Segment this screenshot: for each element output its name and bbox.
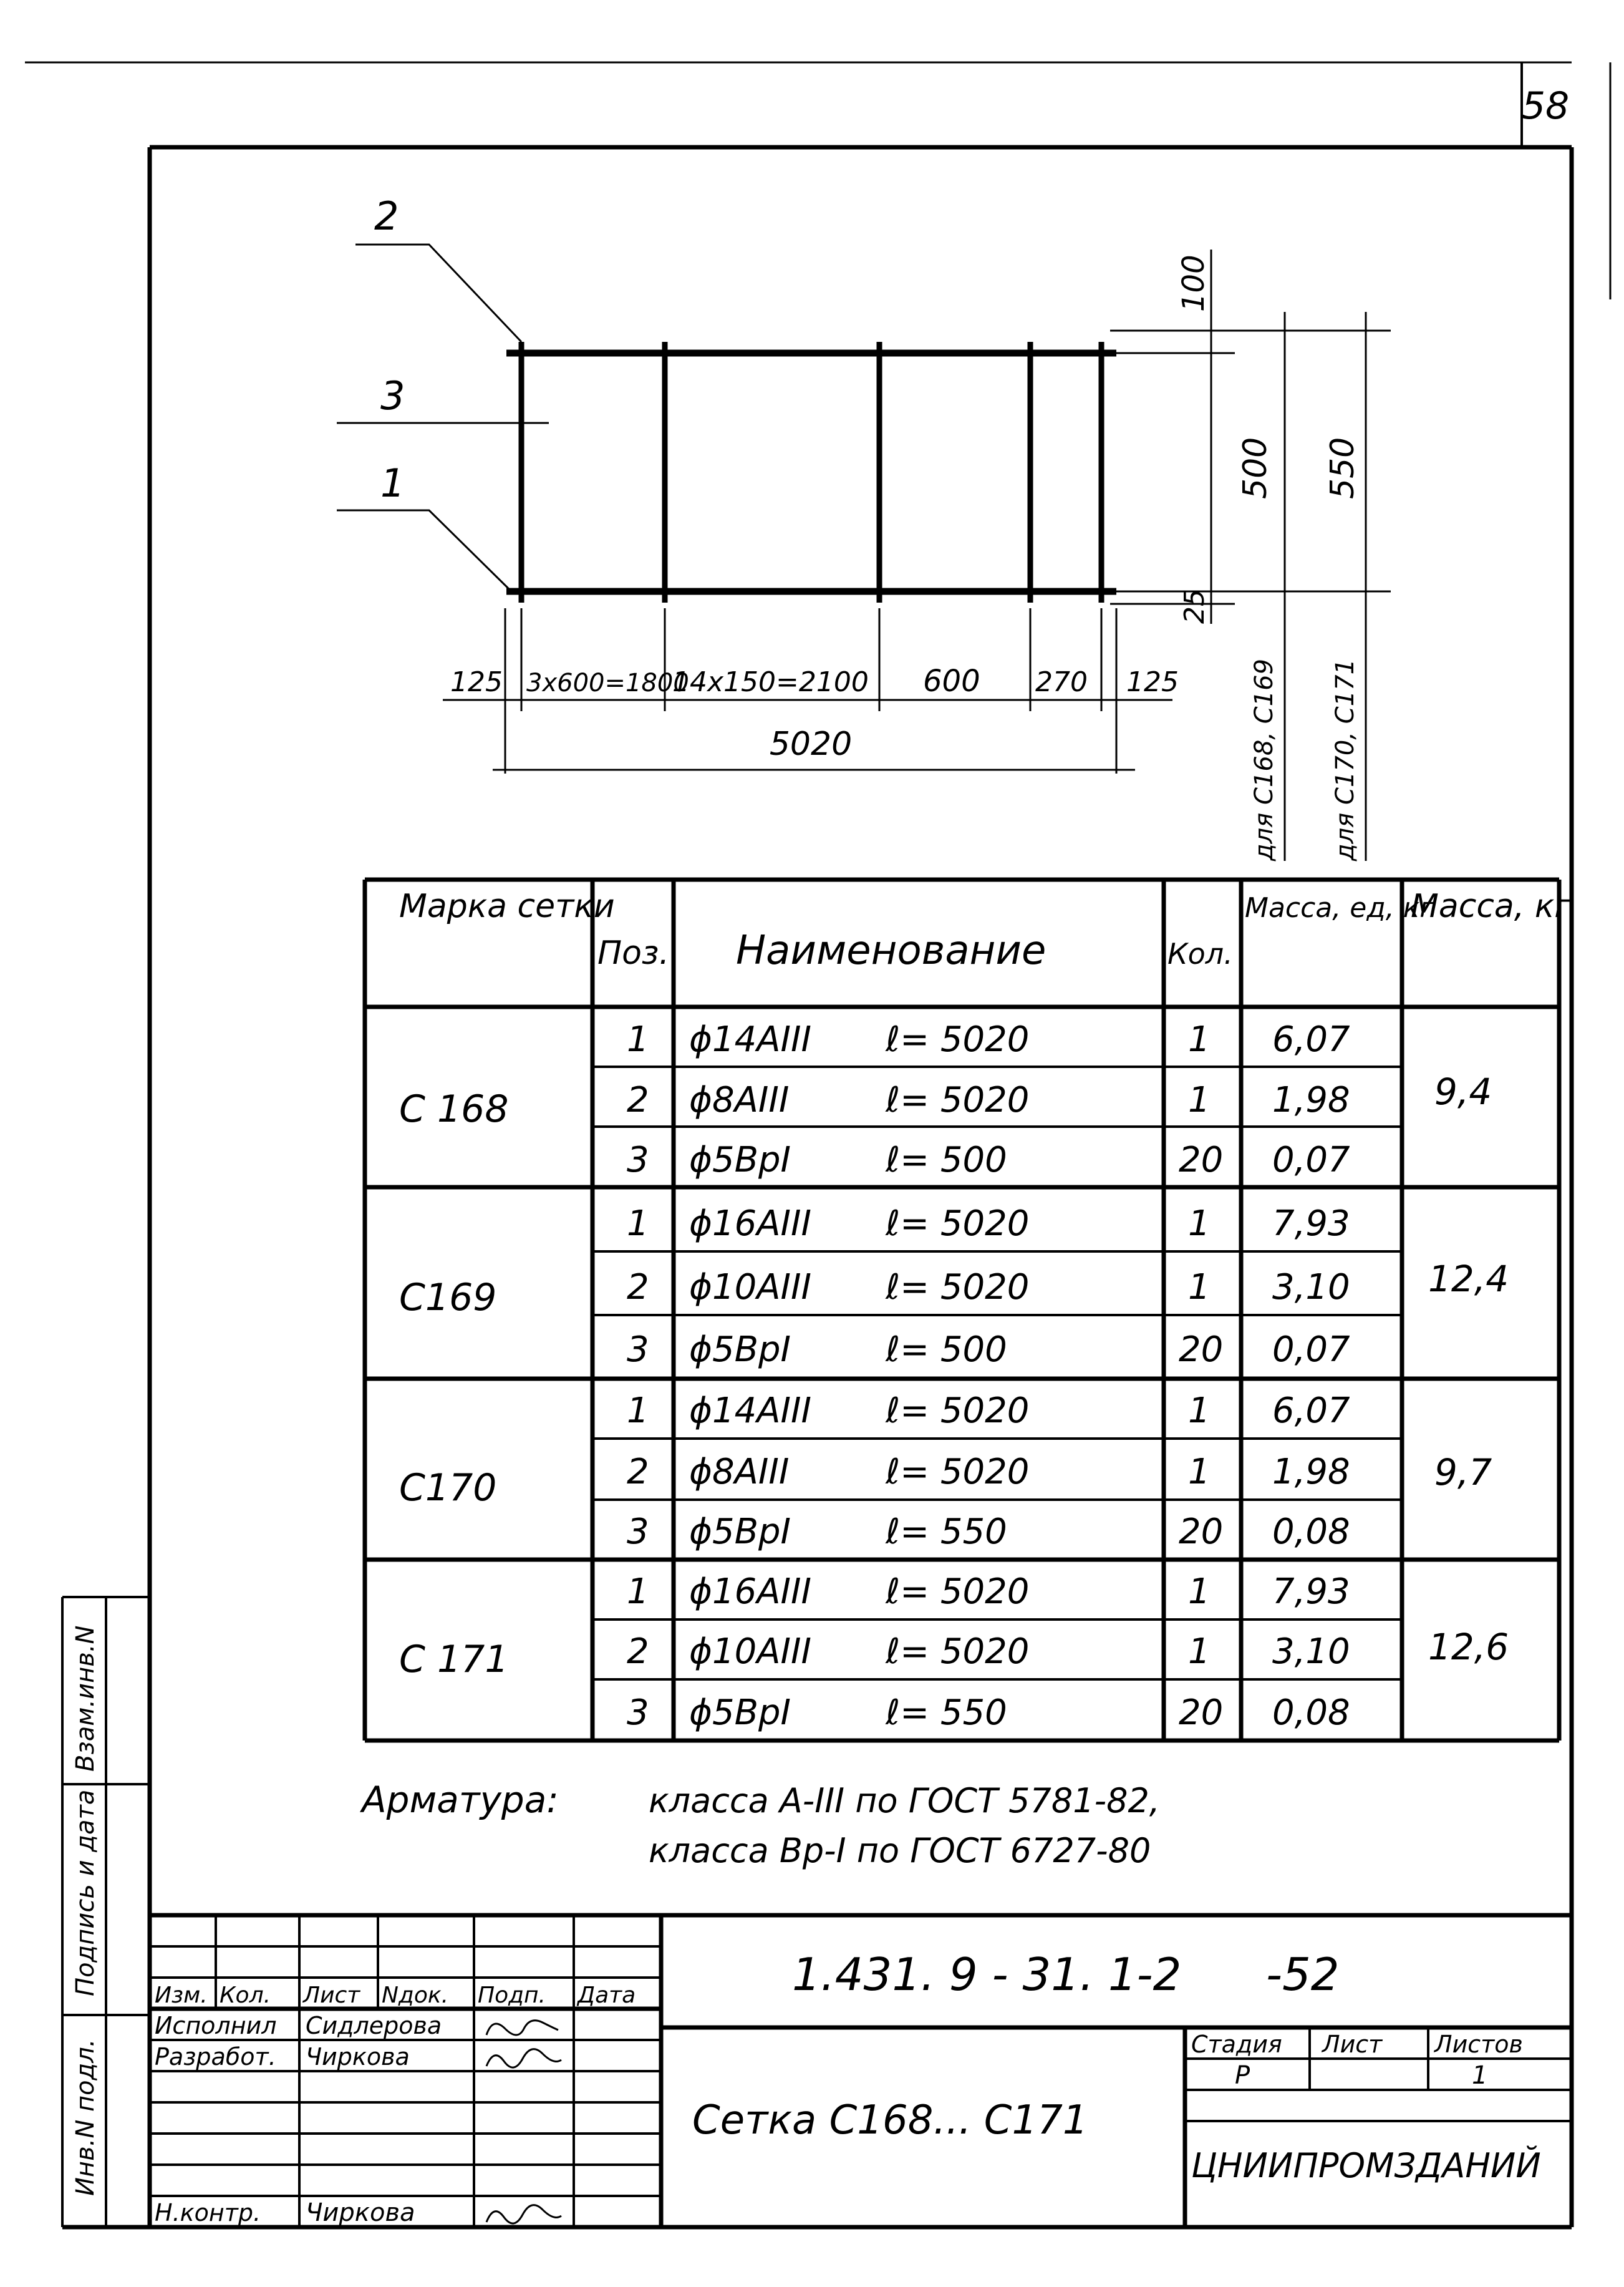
table-cell: 0,07 bbox=[1272, 1140, 1350, 1180]
table-cell: ℓ= 5020 bbox=[886, 1571, 1030, 1612]
drawing-code: 1.431. 9 - 31. 1-2 bbox=[792, 1948, 1182, 2001]
header-mass-unit: Масса, ед, кг bbox=[1245, 892, 1434, 924]
mesh-drawing bbox=[337, 193, 1391, 862]
stamp-inv-podl: Инв.N подл. bbox=[71, 2039, 100, 2196]
header-mass-total: Масса, кг bbox=[1411, 888, 1572, 925]
sheets-value: 1 bbox=[1472, 2061, 1488, 2090]
table-cell: 3,10 bbox=[1272, 1267, 1350, 1308]
table-cell: ϕ5ВрI bbox=[689, 1692, 791, 1733]
mass-total-c169: 12,4 bbox=[1428, 1258, 1509, 1300]
table-cell: ϕ5ВрI bbox=[689, 1140, 791, 1180]
name-nkontr: Чиркова bbox=[306, 2198, 415, 2227]
name-ispolnil: Сидлерова bbox=[306, 2012, 442, 2039]
pos-label-2: 2 bbox=[374, 193, 399, 239]
mark-c171: С 171 bbox=[399, 1638, 509, 1681]
table-cell: ℓ= 5020 bbox=[886, 1019, 1030, 1060]
table-cell: ℓ= 5020 bbox=[886, 1391, 1030, 1431]
dim-550: 550 bbox=[1324, 437, 1361, 499]
table-cell: 1 bbox=[627, 1571, 649, 1612]
table-cell: ϕ5ВрI bbox=[689, 1512, 791, 1552]
table-cell: ϕ8АIII bbox=[689, 1452, 790, 1492]
role-ispolnil: Исполнил bbox=[155, 2012, 277, 2039]
leader-pos2 bbox=[355, 245, 521, 342]
table-cell: ℓ= 550 bbox=[886, 1512, 1007, 1552]
table-cell: 3,10 bbox=[1272, 1631, 1350, 1672]
table-cell: ϕ10АIII bbox=[689, 1631, 812, 1672]
table-cell: 20 bbox=[1179, 1329, 1224, 1370]
stage-value: Р bbox=[1235, 2061, 1250, 2090]
dim-3x600: 3x600=1800 bbox=[526, 669, 689, 697]
dim-total: 5020 bbox=[769, 726, 853, 763]
table-cell: 3 bbox=[627, 1329, 649, 1370]
pos-label-3: 3 bbox=[380, 373, 405, 419]
role-razrabot: Разработ. bbox=[155, 2043, 276, 2071]
col-header-list: Лист bbox=[303, 1983, 360, 2008]
table-cell: ℓ= 5020 bbox=[886, 1267, 1030, 1308]
header-pos: Поз. bbox=[597, 935, 670, 972]
table-cell: ϕ14АIII bbox=[689, 1391, 812, 1431]
reinforcement-notes bbox=[359, 1779, 1160, 1870]
sheet-number: 58 bbox=[1521, 84, 1570, 128]
mass-total-c168: 9,4 bbox=[1434, 1071, 1492, 1113]
table-cell: ℓ= 500 bbox=[886, 1329, 1007, 1370]
note-c168-c169: для С168, С169 bbox=[1250, 659, 1278, 861]
dim-14x150: 14x150=2100 bbox=[672, 666, 869, 698]
name-razrabot: Чиркова bbox=[306, 2043, 410, 2071]
table-cell: 1 bbox=[1188, 1452, 1211, 1492]
signature-3 bbox=[486, 2205, 561, 2223]
dim-500: 500 bbox=[1237, 437, 1274, 499]
table-cell: 3 bbox=[627, 1512, 649, 1552]
table-cell: 1 bbox=[1188, 1631, 1211, 1672]
mass-total-c170: 9,7 bbox=[1434, 1451, 1492, 1493]
table-cell: 1 bbox=[1188, 1267, 1211, 1308]
table-cell: 1 bbox=[1188, 1203, 1211, 1244]
table-cell: 2 bbox=[627, 1631, 649, 1672]
dim-100: 100 bbox=[1176, 255, 1211, 312]
table-cell: 1 bbox=[627, 1203, 649, 1244]
table-cell: 7,93 bbox=[1272, 1203, 1350, 1244]
drawing-sheet-code: -52 bbox=[1266, 1948, 1340, 2001]
table-cell: ϕ8АIII bbox=[689, 1080, 790, 1120]
table-cell: 1,98 bbox=[1272, 1452, 1350, 1492]
stage-label: Стадия bbox=[1191, 2031, 1282, 2058]
mark-c169: С169 bbox=[399, 1276, 497, 1319]
table-cell: ℓ= 550 bbox=[886, 1692, 1007, 1733]
spec-table bbox=[365, 880, 1572, 1741]
table-cell: 7,93 bbox=[1272, 1571, 1350, 1612]
role-nkontr: Н.контр. bbox=[155, 2199, 261, 2226]
header-qty: Кол. bbox=[1167, 937, 1233, 971]
table-cell: ℓ= 5020 bbox=[886, 1631, 1030, 1672]
table-cell: 0,08 bbox=[1272, 1692, 1350, 1733]
signature-2 bbox=[486, 2049, 561, 2067]
organization: ЦНИИПРОМЗДАНИЙ bbox=[1191, 2146, 1541, 2185]
dim-600: 600 bbox=[923, 664, 980, 699]
side-stamp bbox=[62, 1597, 150, 2227]
sheet-label: Лист bbox=[1322, 2031, 1383, 2058]
table-cell: ϕ16АIII bbox=[689, 1571, 812, 1612]
notes-line-2: класса Вр-I по ГОСТ 6727-80 bbox=[649, 1831, 1151, 1870]
stamp-vzam: Взам.инв.N bbox=[71, 1625, 100, 1772]
col-header-data: Дата bbox=[578, 1983, 636, 2008]
table-cell: 1 bbox=[1188, 1080, 1211, 1120]
table-cell: ℓ= 5020 bbox=[886, 1452, 1030, 1492]
header-name: Наименование bbox=[736, 928, 1046, 974]
table-cell: ℓ= 5020 bbox=[886, 1203, 1030, 1244]
table-cell: ϕ14АIII bbox=[689, 1019, 812, 1060]
table-cell: 0,07 bbox=[1272, 1329, 1350, 1370]
table-cell: 20 bbox=[1179, 1512, 1224, 1552]
dim-125-left: 125 bbox=[450, 666, 503, 698]
leader-pos1 bbox=[337, 510, 511, 591]
dim-25: 25 bbox=[1179, 589, 1211, 624]
dim-270: 270 bbox=[1035, 666, 1088, 698]
stamp-podpis: Подпись и дата bbox=[71, 1789, 100, 1996]
table-cell: 6,07 bbox=[1272, 1391, 1350, 1431]
header-mark: Марка сетки bbox=[399, 888, 615, 925]
mark-c170: С170 bbox=[399, 1466, 497, 1510]
table-cell: 1 bbox=[627, 1391, 649, 1431]
table-cell: ϕ16АIII bbox=[689, 1203, 812, 1244]
table-cell: 2 bbox=[627, 1267, 649, 1308]
mark-c168: С 168 bbox=[399, 1087, 509, 1131]
table-cell: 1 bbox=[1188, 1019, 1211, 1060]
table-cell: ℓ= 500 bbox=[886, 1140, 1007, 1180]
table-cell: 1,98 bbox=[1272, 1080, 1350, 1120]
pos-label-1: 1 bbox=[380, 460, 405, 506]
drawing-title: Сетка С168... С171 bbox=[692, 2097, 1088, 2144]
table-cell: ϕ10АIII bbox=[689, 1267, 812, 1308]
table-cell: 0,08 bbox=[1272, 1512, 1350, 1552]
col-header-ndok: Nдок. bbox=[382, 1983, 449, 2008]
table-cell: 1 bbox=[627, 1019, 649, 1060]
table-cell: 2 bbox=[627, 1452, 649, 1492]
title-block bbox=[150, 1915, 1572, 2227]
dim-125-right: 125 bbox=[1126, 666, 1179, 698]
col-header-izm: Изм. bbox=[155, 1983, 208, 2008]
signature-1 bbox=[486, 2021, 558, 2035]
table-cell: 20 bbox=[1179, 1692, 1224, 1733]
table-cell: ℓ= 5020 bbox=[886, 1080, 1030, 1120]
table-cell: ϕ5ВрI bbox=[689, 1329, 791, 1370]
notes-label: Арматура: bbox=[362, 1779, 559, 1821]
col-header-podp: Подп. bbox=[478, 1983, 546, 2008]
table-cell: 3 bbox=[627, 1692, 649, 1733]
table-cell: 3 bbox=[627, 1140, 649, 1180]
table-cell: 1 bbox=[1188, 1571, 1211, 1612]
table-cell: 2 bbox=[627, 1080, 649, 1120]
col-header-kol: Кол. bbox=[220, 1983, 271, 2008]
note-c170-c171: для С170, С171 bbox=[1331, 659, 1360, 861]
notes-line-1: класса А-III по ГОСТ 5781-82, bbox=[649, 1781, 1160, 1820]
mass-total-c171: 12,6 bbox=[1428, 1626, 1509, 1668]
sheets-label: Листов bbox=[1434, 2031, 1523, 2058]
table-cell: 6,07 bbox=[1272, 1019, 1350, 1060]
table-cell: 20 bbox=[1179, 1140, 1224, 1180]
table-cell: 1 bbox=[1188, 1391, 1211, 1431]
